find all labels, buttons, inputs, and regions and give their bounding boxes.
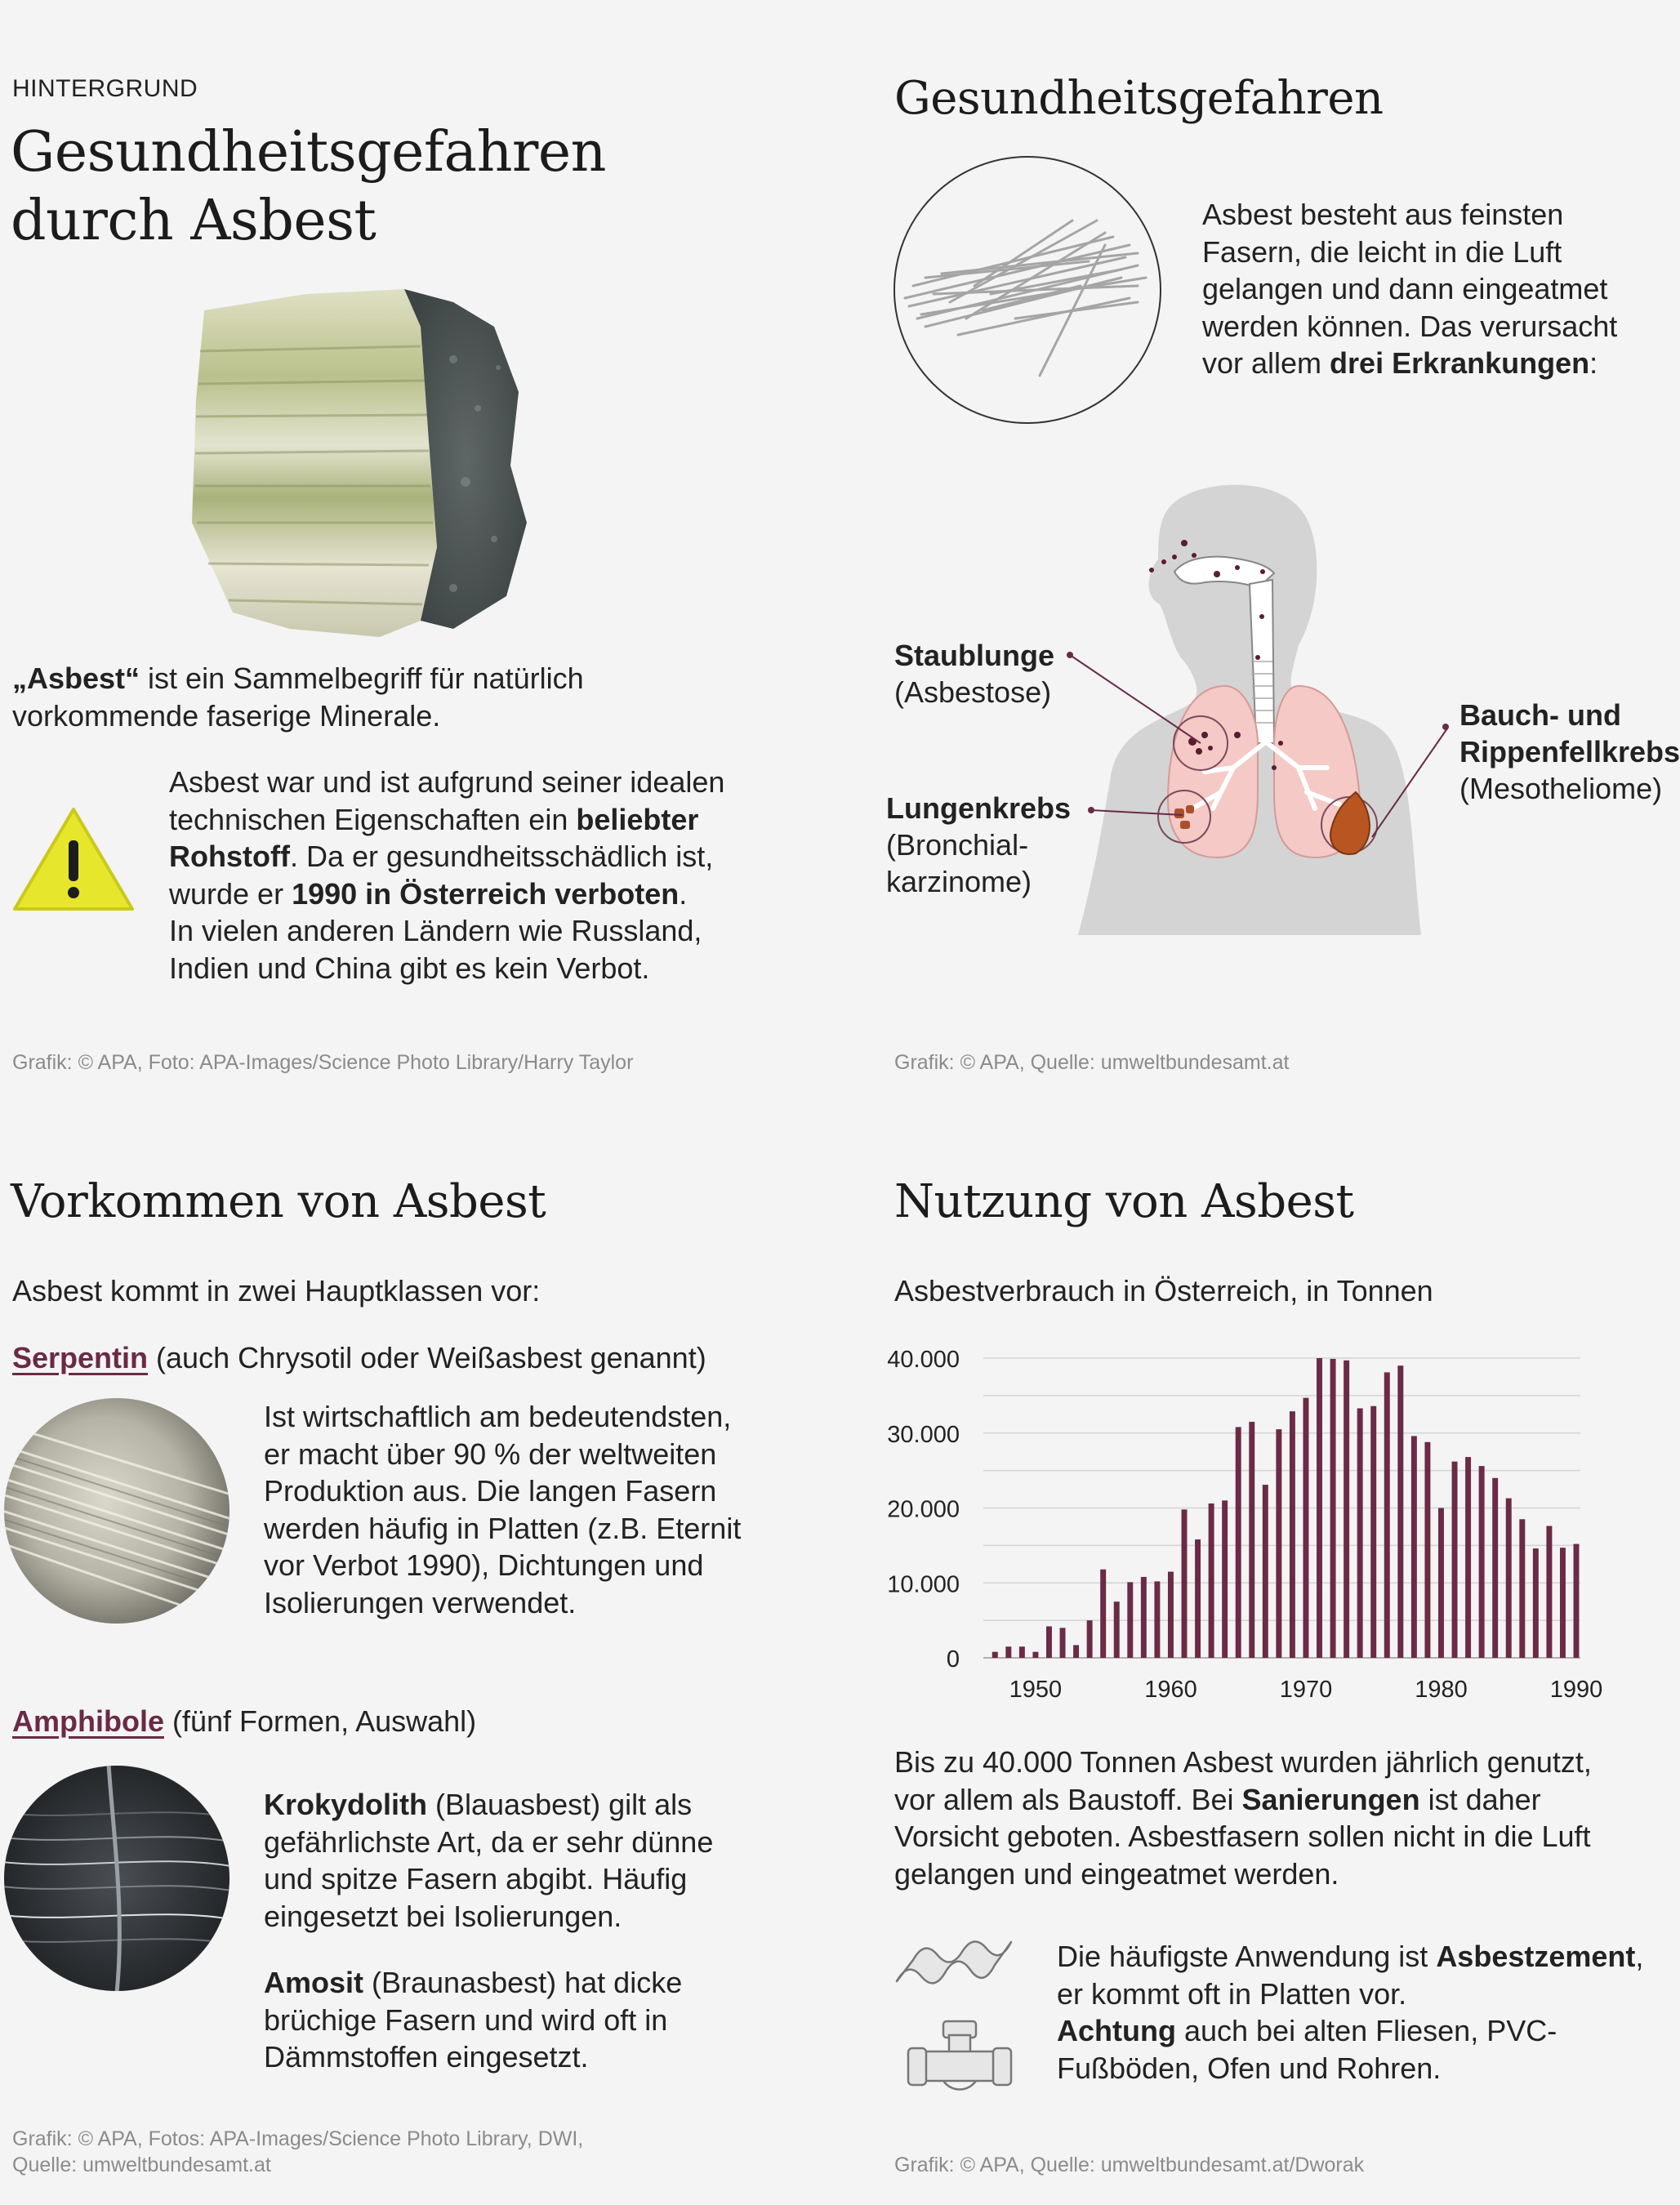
bar [1438,1508,1444,1659]
page-title-line2: durch Asbest [11,189,377,253]
krokydolith-text [264,1786,713,1935]
usage-info-line-1-end: , [1635,1940,1644,1973]
krokydolith-line-4: eingesetzt bei Isolierungen. [264,1899,622,1933]
credit-top-right: Grafik: © APA, Quelle: umweltbundesamt.at [894,1051,1290,1074]
section-title-health: Gesundheitsgefahren [894,72,1384,125]
bar [1114,1601,1120,1658]
bar [1236,1427,1241,1658]
definition-text-1: ist ein Sammelbegriff für natürlich [140,662,584,695]
bar [1073,1645,1079,1658]
amphibole-photo [2,1764,231,1993]
amphibole-link[interactable]: Amphibole [12,1704,164,1738]
disease-staublunge [894,637,1054,710]
bar [1182,1509,1188,1658]
y-tick-label: 30.000 [887,1421,960,1448]
serpentin-text [264,1398,741,1621]
health-intro-text [1202,196,1617,382]
bar [1506,1499,1512,1658]
bar [1222,1500,1228,1658]
y-tick-label: 40.000 [887,1347,960,1373]
disease-mesotheliom-name1: Bauch- und [1459,698,1621,732]
bar [1154,1581,1160,1658]
disease-mesotheliom-name2: Rippenfellkrebs [1459,735,1680,768]
intro-bold: drei Erkrankungen [1330,346,1590,380]
bar [1533,1548,1539,1658]
amosit-text [264,1964,682,2076]
bar [1519,1519,1525,1658]
disease-lungenkrebs-name: Lungenkrebs [886,791,1072,825]
bar [1574,1544,1580,1658]
credit-bottom-right: Grafik: © APA, Quelle: umweltbundesamt.at/Dworak [894,2154,1365,2176]
warning-line-6: Indien und China gibt es kein Verbot. [169,951,650,985]
usage-line-2-end: ist daher [1419,1782,1541,1816]
usage-line-3: Vorsicht geboten. Asbestfasern sollen nicht in die Luft [894,1820,1591,1853]
x-tick-label: 1990 [1549,1677,1603,1703]
bar [1263,1485,1268,1658]
warning-line-1: Asbest war und ist aufgrund seiner idealen [169,765,725,799]
bar [1357,1408,1363,1658]
bar [1127,1582,1133,1658]
serpentin-line-4: werden häufig in Platten (z.B. Eternit [264,1511,742,1545]
bar [1249,1422,1254,1658]
bar [1209,1503,1214,1658]
bar [1019,1646,1025,1658]
disease-staublunge-name: Staublunge [894,639,1054,672]
usage-line-1: Bis zu 40.000 Tonnen Asbest wurden jährlich genutzt, [894,1745,1592,1779]
warning-line-3: . Da er gesundheitsschädlich ist, [289,840,714,873]
section-title-occurrence: Vorkommen von Asbest [11,1175,546,1228]
bar [1452,1462,1458,1658]
bar [1370,1406,1376,1658]
disease-lungenkrebs [886,790,1071,900]
disease-mesotheliom [1459,697,1680,807]
usage-info-line-2: er kommt oft in Platten vor. [1057,1976,1407,2011]
intro-line-2: Fasern, die leicht in die Luft [1202,234,1562,269]
bar [1195,1539,1201,1658]
bar [1424,1442,1430,1658]
serpentin-photo [2,1396,231,1625]
credit-bottom-left [12,2126,583,2178]
occurrence-intro: Asbest kommt in zwei Hauptklassen vor: [12,1274,541,1307]
usage-line-4: gelangen und eingeatmet werden. [894,1856,1339,1891]
krokydolith-line-3: und spitze Fasern abgibt. Häufig [264,1862,688,1895]
corrugated-roof-icon [893,1934,1015,1991]
intro-end: : [1589,346,1598,380]
amosit-line-1: (Braunasbest) hat dicke [363,1966,683,1999]
page-title-line1: Gesundheitsgefahren [11,120,606,185]
definition-text-2: vorkommende faserige Minerale. [12,698,441,733]
serpentin-heading [12,1339,706,1377]
warning-bold-1: beliebter [576,802,699,836]
serpentin-link[interactable]: Serpentin [12,1341,149,1374]
usage-info-line-4: Fußböden, Ofen und Rohren. [1057,2051,1442,2085]
section-title-usage: Nutzung von Asbest [894,1175,1354,1228]
serpentin-heading-rest: (auch Chrysotil oder Weißasbest genannt) [148,1341,706,1374]
bar [1005,1646,1011,1658]
asbestos-consumption-chart [882,1327,1617,1715]
krokydolith-line-2: gefährlichste Art, da er sehr dünne [264,1824,714,1859]
warning-text [169,764,724,987]
bar [1290,1411,1295,1658]
bar [1032,1652,1038,1658]
intro-line-5: vor allem [1202,346,1330,380]
bar [1317,1358,1322,1658]
definition-term: „Asbest“ [12,662,140,695]
krokydolith-line-1: (Blauasbest) gilt als [427,1788,693,1821]
bar [1492,1478,1498,1658]
bar [1100,1570,1106,1658]
bar [1168,1571,1174,1658]
serpentin-line-3: Produktion aus. Die langen Fasern [264,1474,717,1508]
bar [992,1652,998,1658]
bar [1276,1429,1281,1658]
warning-icon [10,804,137,915]
x-tick-label: 1980 [1415,1677,1468,1703]
fiber-circle-illustration [893,155,1162,425]
warning-bold-3: 1990 in Österreich verboten [292,876,680,911]
bar [1397,1365,1403,1658]
usage-info-bold-1: Asbestzement [1436,1940,1636,1973]
intro-line-4: werden können. Das verursacht [1202,309,1618,343]
bar [1465,1457,1471,1658]
amphibole-heading [12,1703,476,1740]
bar [1384,1372,1390,1658]
x-tick-label: 1960 [1144,1677,1197,1703]
usage-info-bold-2: Achtung [1057,2014,1176,2047]
y-tick-label: 20.000 [887,1496,960,1523]
callout-lines [1062,637,1446,841]
intro-line-1: Asbest besteht aus feinsten [1202,198,1564,231]
bar [1411,1436,1417,1658]
warning-line-2: technischen Eigenschaften ein [169,802,577,836]
usage-info-line-1: Die häufigste Anwendung ist [1057,1940,1437,1973]
asbestos-rock-image [184,278,543,653]
asbest-definition [12,660,584,734]
serpentin-line-2: er macht über 90 % der weltweiten [264,1437,717,1471]
bar [1546,1526,1552,1658]
bar [1344,1361,1349,1658]
bar [1060,1628,1066,1658]
y-tick-label: 10.000 [887,1571,960,1598]
callout-dot-mesothelioma [1437,719,1454,735]
x-tick-label: 1950 [1009,1677,1063,1703]
disease-lungenkrebs-sub1: (Bronchial- [886,828,1029,862]
bar [1479,1466,1485,1658]
disease-staublunge-sub: (Asbestose) [894,675,1052,709]
serpentin-line-5: vor Verbot 1990), Dichtungen und [264,1548,704,1582]
bar [1303,1398,1308,1658]
bar [1046,1626,1052,1658]
serpentin-line-6: Isolierungen verwendet. [264,1585,577,1619]
credit-bottom-left-line-1: Grafik: © APA, Fotos: APA-Images/Science Photo Library, DWI, [12,2127,584,2150]
bar [1560,1548,1566,1658]
page-title [11,118,606,256]
pipe-fitting-icon [907,2017,1013,2095]
warning-line-5: In vielen anderen Ländern wie Russland, [169,914,702,947]
intro-line-3: gelangen und dann eingeatmet [1202,272,1608,305]
amosit-line-2: brüchige Fasern und wird oft in [264,2002,668,2037]
y-tick-label: 0 [946,1646,960,1673]
kicker: HINTERGRUND [12,75,198,102]
amphibole-heading-rest: (fünf Formen, Auswahl) [164,1704,477,1738]
bar [1330,1359,1336,1658]
warning-bold-2: Rohstoff [169,840,290,873]
usage-info-text [1057,1938,1654,2087]
usage-bold: Sanierungen [1241,1782,1420,1816]
disease-mesotheliom-sub: (Mesotheliome) [1459,772,1663,805]
amosit-name: Amosit [264,1966,364,1999]
amosit-line-3: Dämmstoffen eingesetzt. [264,2040,589,2074]
usage-line-2: vor allem als Baustoff. Bei [894,1782,1242,1816]
chart-subtitle: Asbestverbrauch in Österreich, in Tonnen [894,1274,1433,1307]
warning-line-4-end: . [679,876,688,911]
x-tick-label: 1970 [1279,1677,1333,1703]
bar [1141,1577,1147,1658]
warning-line-4: wurde er [169,876,292,911]
usage-text [894,1744,1592,1892]
bar [1087,1620,1093,1658]
credit-top-left: Grafik: © APA, Foto: APA-Images/Science Photo Library/Harry Taylor [12,1051,634,1074]
credit-bottom-left-line-2: Quelle: umweltbundesamt.at [12,2154,271,2176]
serpentin-line-1: Ist wirtschaftlich am bedeutendsten, [264,1400,732,1433]
disease-lungenkrebs-sub2: karzinome) [886,865,1032,898]
krokydolith-name: Krokydolith [264,1788,428,1821]
usage-info-line-3: auch bei alten Fliesen, PVC- [1175,2014,1557,2047]
